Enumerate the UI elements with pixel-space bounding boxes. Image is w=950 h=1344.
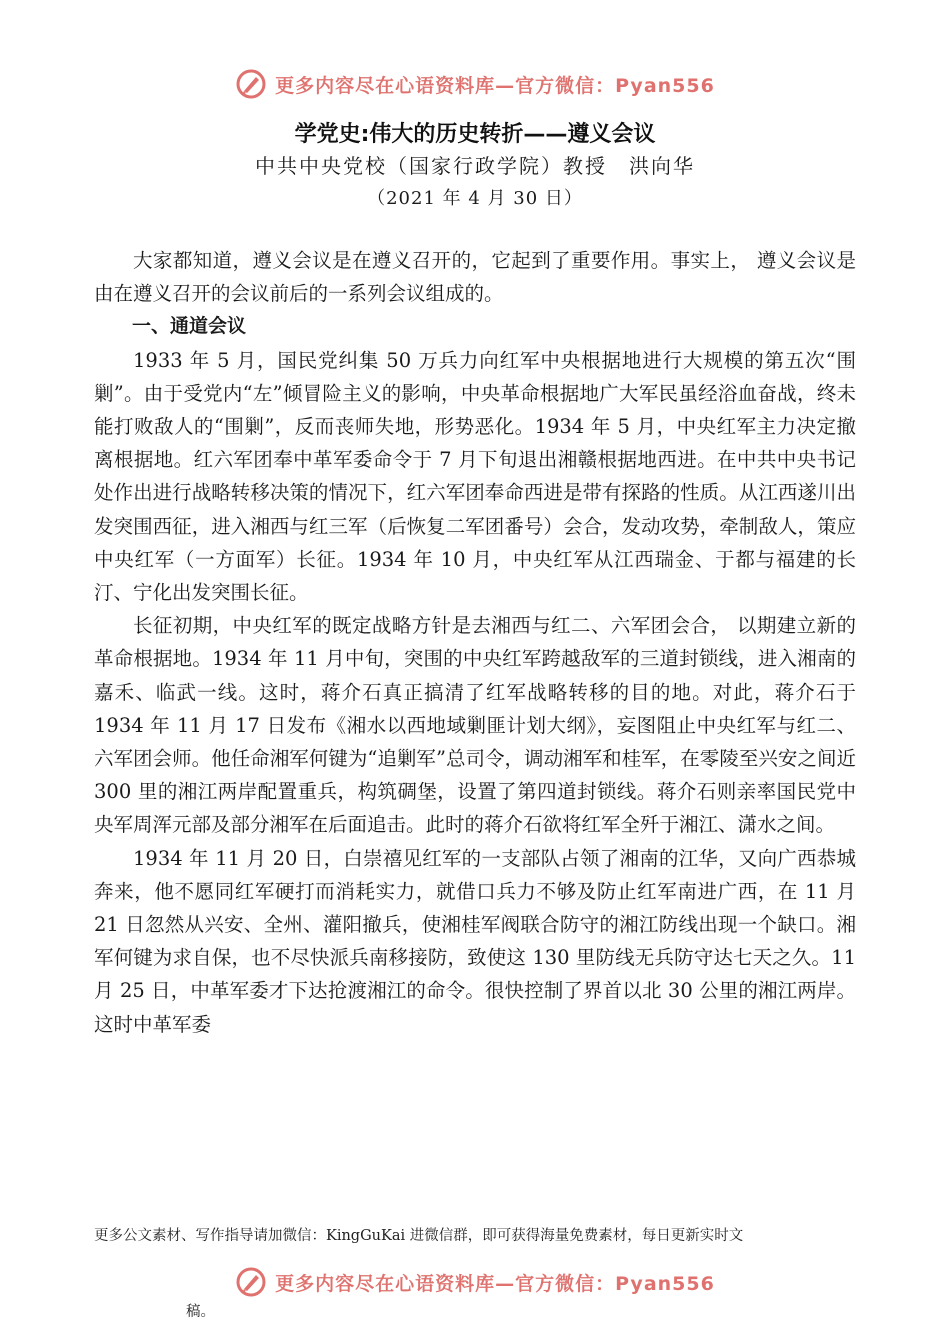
paragraph-1: 1933 年 5 月，国民党纠集 50 万兵力向红军中央根据地进行大规模的第五次“围剿”。由于受党内“左”倾冒险主义的影响，中央革命根据地广大军民虽经浴血奋战，终未能打败敌人的“围剿”，反而丧师失地，形势恶化。1934 年 5 月，中央红军主力决定撤离根据地。红六军团奉中革军委命令于 7 月下旬退出湘赣根据地西进。在中共中央书记处作出进行战略转移决策的情况下，红六军团奉命西进是带有探路的性质。从江西遂川出发突围西征，进入湘西与红三军（后恢复二军团番号）会合，发动攻势，牵制敌人，策应中央红军（一方面军）长征。1934 年 10 月，中央红军从江西瑞金、于都与福建的长汀、宁化出发突围长征。: [94, 348, 856, 605]
watermark-text: 更多内容尽在心语资料库—官方微信：Pyan556: [275, 1272, 715, 1295]
date-line: （2021 年 4 月 30 日）: [367, 188, 583, 209]
article-body: [94, 244, 856, 1041]
watermark-bottom: [0, 1266, 950, 1298]
watermark-top: [0, 68, 950, 100]
footer-note: 更多公文素材、写作指导请加微信：KingGuKai 进微信群，即可获得海量免费素材，每日更新实时文: [94, 1228, 744, 1244]
paragraph-3: 1934 年 11 月 20 日，白崇禧见红军的一支部队占领了湘南的江华，又向广西恭城奔来，他不愿同红军硬打而消耗实力，就借口兵力不够及防止红军南进广西，在 11 月 21 日忽然从兴安、全州、灌阳撤兵，使湘桂军阀联合防守的湘江防线出现一个缺口。湘军何键为求自保，也不尽快派兵南移接防，致使这 130 里防线无兵防守达七天之久。11 月 25 日，中革军委才下达抢渡湘江的命令。很快控制了界首以北 30 公里的湘江两岸。这时中革军委: [94, 846, 856, 1036]
watermark-text: 更多内容尽在心语资料库—官方微信：Pyan556: [275, 74, 715, 97]
paragraph-2: 长征初期，中央红军的既定战略方针是去湘西与红二、六军团会合， 以期建立新的革命根据地。1934 年 11 月中旬，突围的中央红军跨越敌军的三道封锁线，进入湘南的嘉禾、临武一线。这时，蒋介石真正搞清了红军战略转移的目的地。对此，蒋介石于 1934 年 11 月 17 日发布《湘水以西地域剿匪计划大纲》，妄图阻止中央红军与红二、六军团会师。他任命湘军何键为“追剿军”总司令，调动湘军和桂军，在零陵至兴安之间近 300 里的湘江两岸配置重兵，构筑碉堡，设置了第四道封锁线。蒋介石则亲率国民党中央军周浑元部及部分湘军在后面追击。此时的蒋介石欲将红军全歼于湘江、潇水之间。: [94, 614, 856, 837]
pen-logo-icon: [235, 1266, 267, 1298]
pen-logo-icon: [235, 68, 267, 100]
intro-paragraph: 大家都知道，遵义会议是在遵义召开的，它起到了重要作用。事实上， 遵义会议是由在遵义召开的会议前后的一系列会议组成的。: [94, 249, 856, 306]
author-line: 中共中央党校（国家行政学院）教授 洪向华: [255, 154, 695, 178]
page-title: 学党史:伟大的历史转折——遵义会议: [294, 122, 656, 147]
section-heading: 一、通道会议: [132, 315, 247, 338]
footer-tail: 稿。: [186, 1304, 215, 1320]
